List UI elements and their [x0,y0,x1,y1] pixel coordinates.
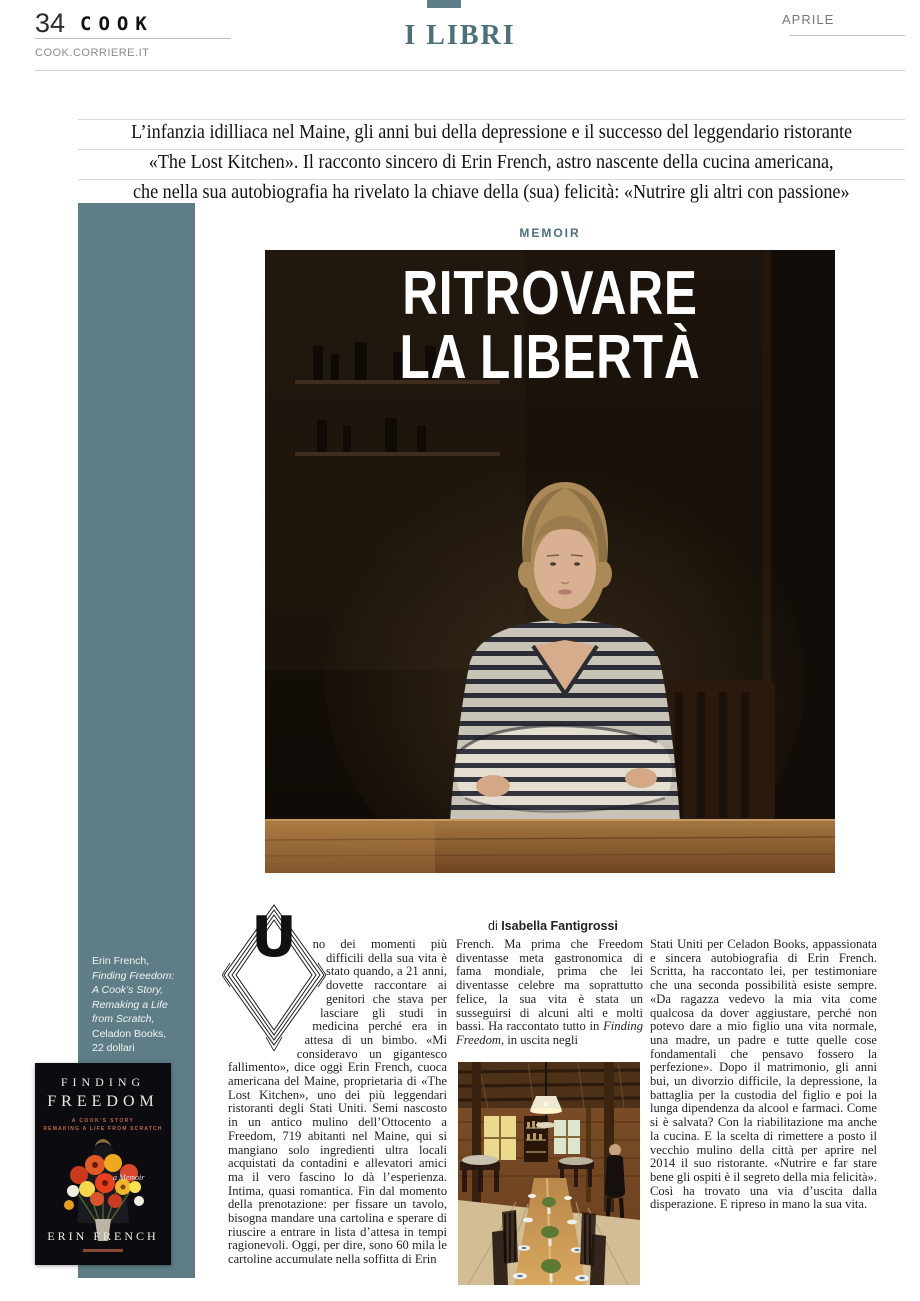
header-divider [35,70,905,71]
cover-memoir-script: a Memoir [113,1173,145,1182]
restaurant-photo [458,1062,640,1285]
article-title-line1: RITROVARE [402,259,698,328]
body-text: , in uscita negli [501,1032,578,1047]
body-paragraph-1: no dei momenti più difficili della sua vita è stato quando, a 21 anni, dovette raccontare ai genitori che stava per lasciare gli studi in medicina perché era in attesa di un bimbo. «Mi consideravo un gigantesco fallimento», dice oggi Erin French, cuoca americana del Maine, proprietaria di «The Lost Kitchen», uno dei più leggendari ristoranti degli Stati Uniti. Semi nascosto in un antico mulino dell’Ottocento a Freedom, 719 abitanti nel Maine, qui si mangiano solo ingredienti ultra locali acquistati da contadini e allevatori amici ma il vero fascino lo dà l’esperienza. Intima, quasi romantica. Fin dal momento della prenotazione: per fissare un tavolo, bisogna mandare una cartolina e sperare di riuscire a entrare in lista d’attesa in tempi ragionevoli. Oggi, per dire, sono 60 mila le cartoline accumulate nella soffitta di Erin [228,937,447,1267]
cover-title-line2: FREEDOM [47,1093,159,1110]
cover-fineprint [83,1249,123,1252]
cover-subtitle-line2: REMAKING A LIFE FROM SCRATCH [43,1126,163,1132]
brand-logo: COOK [80,13,154,35]
credit-line: Remaking a Life [92,998,168,1011]
book-credit [92,954,187,1056]
credit-line: Celadon Books, [92,1027,167,1040]
cover-author: ERIN FRENCH [47,1229,159,1243]
intro-line: L’infanzia idilliaca nel Maine, gli anni bui della depressione e il successo del leggendario ristorante [78,119,905,149]
site-url: COOK.CORRIERE.IT [35,47,150,59]
book-cover [35,1063,171,1265]
dropcap-letter: U [251,905,297,970]
section-mark [427,0,461,8]
intro-line: che nella sua autobiografia ha rivelato la chiave della (sua) felicità: «Nutrire gli altri con passione» [78,179,905,209]
body-column-2 [456,938,643,1048]
book-title-italic: Finding Freedom [456,1019,643,1047]
credit-line: A Cook’s Story, [92,984,163,996]
body-column-1 [228,905,447,1267]
month-divider [790,35,905,36]
credit-line: Finding Freedom: [92,969,175,982]
cover-title-line1: FINDING [60,1075,146,1089]
dropcap-ornament [222,903,326,1051]
body-paragraph-3: Stati Uniti per Celadon Books, appassionata e sincera autobiografia di Erin French. Scritta, ha raccontato lei, per testimoniare che una seconda possibilità esiste sempre. «Da ragazza vedevo la mia vita come qualcosa da dover aggiustare, perché non potevo dare a mio figlio una vita normale, una madre, un padre e tutte quelle cose fondamentali che pensavo fossero la perfezione». Dopo il matrimonio, gli anni bui, un divorzio difficile, la depressione, la battaglia per la custodia del figlio e poi la lunga dipendenza da alcool e farmaci. Come si è salvata? Con la riabilitazione ma anche la cucina. E la scelta di rimettere a posto il vecchio mulino della città per aprire nel 2014 il suo ristorante. «Nutrire e far stare bene gli ospiti è il segreto della mia felicità». Così ha trovato una via d’uscita dalla disperazione. E ripreso in mano la sua vita. [650,937,877,1212]
byline-prefix: di [488,919,502,933]
cover-subtitle-line1: A COOK’S STORY [71,1118,135,1124]
article-title [265,259,835,392]
credit-line: from Scratch, [92,1013,155,1025]
article-title-line2: LA LIBERTÀ [399,323,701,392]
intro-deck [78,119,905,209]
section-title: I LIBRI [404,20,516,51]
body-paragraph-2 [456,938,643,1048]
credit-line: Erin French, [92,955,150,967]
issue-month: APRILE [782,12,835,27]
page-number: 34 [35,8,66,38]
intro-line: «The Lost Kitchen». Il racconto sincero di Erin French, astro nascente della cucina americana, [78,149,905,179]
portrait-photo [265,250,835,873]
body-column-3 [650,938,877,1212]
body-text: French. Ma prima che Freedom diventasse meta gastronomica di fama mondiale, prima che lei diventasse celebre ma soprattutto felice, la sua vita è stata un susseguirsi di alcuni alti e molti bassi. Ha raccontato tutto in [456,937,643,1034]
byline-author: Isabella Fantigrossi [501,919,618,933]
byline [488,919,618,933]
credit-line: 22 dollari [92,1042,135,1054]
article-kicker: MEMOIR [519,226,581,240]
